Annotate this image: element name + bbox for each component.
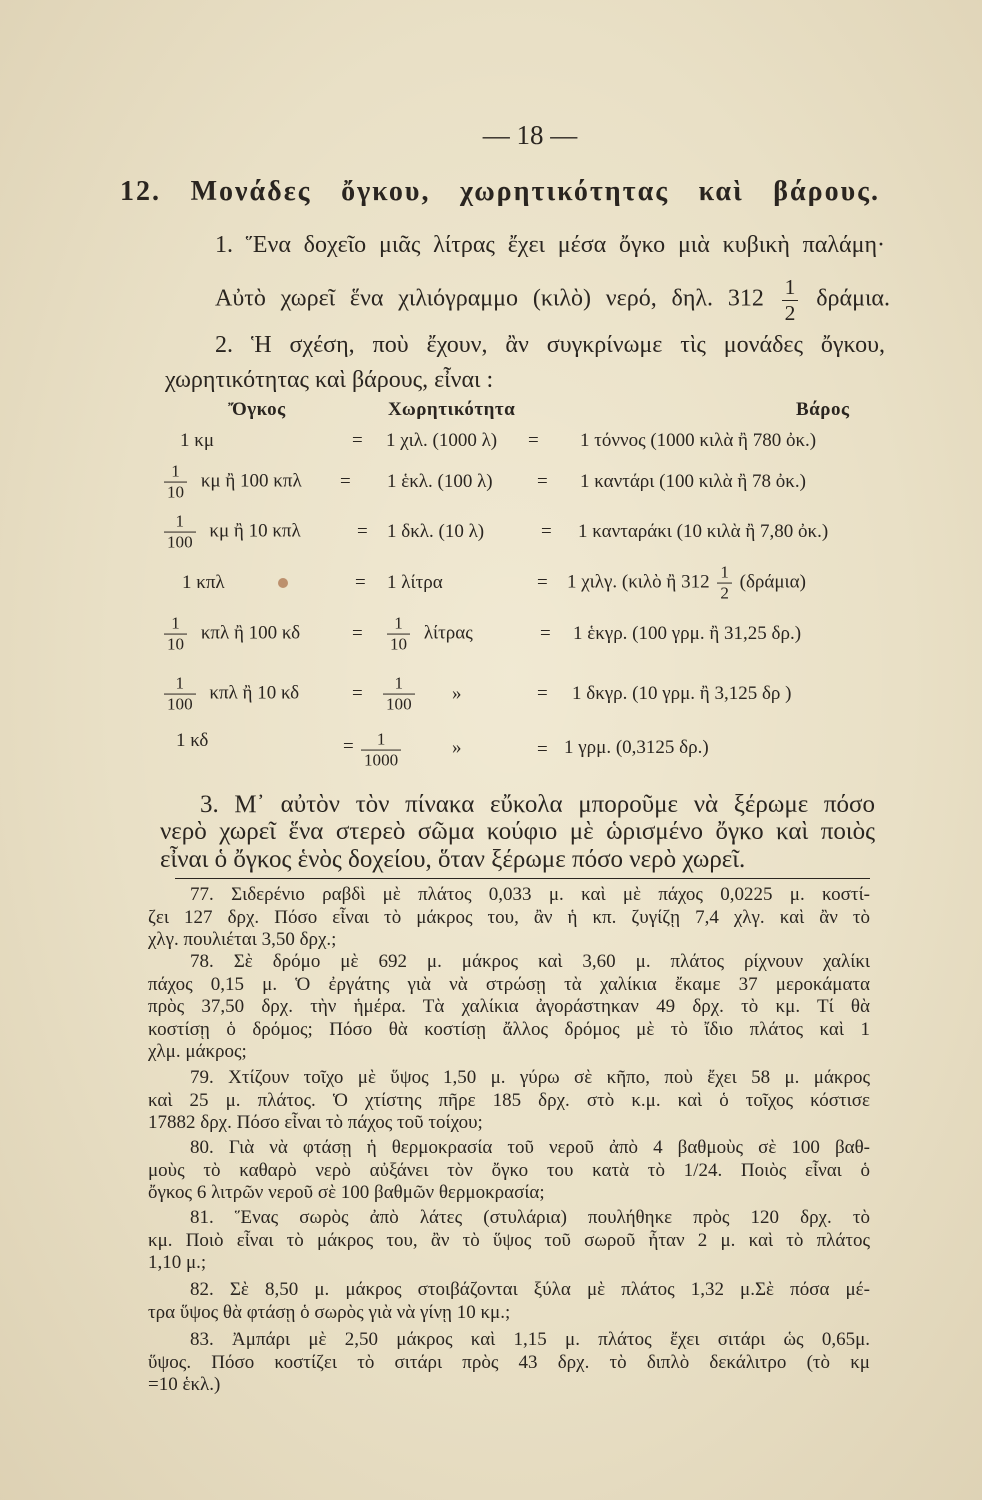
fraction: [164, 615, 187, 654]
table-row-5-capacity: [384, 615, 473, 654]
exercise-number: 79.: [190, 1067, 214, 1088]
fraction: [717, 564, 732, 603]
exercise-number: 82.: [190, 1279, 214, 1300]
equals-sign: =: [528, 430, 539, 451]
equals-sign: =: [357, 521, 368, 542]
exercise-number: 78.: [190, 951, 214, 972]
exercise-text: Ἕνας σωρὸς ἀπὸ λάτες (στυλάρια) πουλήθηκε πρὸς 120 δρχ. τὸ: [234, 1207, 871, 1228]
exercise-80: [148, 1137, 870, 1205]
equals-sign: =: [537, 683, 548, 704]
exercise-text: Σιδερένιο ραβδὶ μὲ πλάτος 0,033 μ. καὶ μὲ πάχος 0,0225 μ. κοστί-: [231, 884, 871, 905]
fraction-denominator: 10: [164, 634, 187, 654]
table-row-6-weight: 1 δκγρ. (10 γρμ. ἢ 3,125 δρ ): [572, 683, 792, 704]
exercise-line: 17882 δρχ. Πόσο εἶναι τὸ πάχος τοῦ τοίχου;: [148, 1112, 483, 1133]
exercise-number: 77.: [190, 884, 214, 905]
fraction-denominator: 100: [164, 694, 196, 714]
equals-sign: =: [537, 471, 548, 492]
table-row-5-volume: [161, 615, 300, 654]
exercise-line: [148, 1067, 870, 1090]
exercise-line: κοστίσῃ ὁ δρόμος; Πόσο θὰ κοστίσῃ ἄλλος δρόμος μὲ τὸ ἴδιο πλάτος καὶ 1: [148, 1018, 870, 1040]
exercise-text: Σὲ 8,50 μ. μάκρος στοιβάζονται ξύλα μὲ πλάτος 1,32 μ.Σὲ πόσα μέ-: [229, 1279, 870, 1300]
table-row-2-capacity: 1 ἑκλ. (100 λ): [387, 471, 493, 492]
fraction-numerator: 1: [171, 461, 180, 481]
exercise-text: Γιὰ νὰ φτάσῃ ἡ θερμοκρασία τοῦ νεροῦ ἀπὸ 4 βαθμοὺς σὲ 100 βαθ-: [228, 1137, 871, 1158]
table-row-2-volume: [161, 463, 302, 502]
ditto-mark: »: [452, 683, 462, 704]
page-number: — 18 —: [482, 120, 578, 150]
exercise-text: Σὲ δρόμο μὲ 692 μ. μάκρος καὶ 3,60 μ. πλάτος ρίχνουν χαλίκι: [233, 951, 871, 972]
fraction-denominator: 10: [164, 482, 187, 502]
exercise-line: ὄγκος 6 λιτρῶν νεροῦ σὲ 100 βαθμῶν θερμοκρασία;: [148, 1182, 545, 1203]
fraction-denominator: 1000: [361, 750, 401, 770]
equals-sign: =: [340, 471, 351, 492]
weight-text: (δράμια): [739, 571, 806, 593]
volume-unit: κπλ ἢ 10 κδ: [209, 682, 300, 704]
fraction: [387, 615, 410, 654]
equals-sign: =: [352, 430, 363, 451]
table-header-volume: Ὄγκος: [228, 399, 286, 420]
fraction: [782, 276, 799, 324]
volume-unit: κπλ ἢ 100 κδ: [200, 622, 301, 644]
fraction: [164, 675, 196, 714]
fraction-numerator: 1: [784, 275, 796, 299]
fraction-numerator: 1: [394, 673, 404, 693]
fraction-numerator: 1: [175, 511, 185, 531]
volume-unit: κμ ἢ 10 κπλ: [209, 520, 301, 542]
table-row-2-weight: 1 καντάρι (100 κιλὰ ἢ 78 ὀκ.): [580, 471, 806, 492]
section-heading: 12. Μονάδες ὄγκου, χωρητικότητας καὶ βάρους.: [120, 176, 880, 207]
equals-sign: =: [541, 521, 552, 542]
paragraph-3-line-1: 3. Μ᾿ αὐτὸν τὸν πίνακα εὔκολα μποροῦμε νὰ ξέρωμε πόσο: [200, 791, 875, 818]
fraction-denominator: 100: [383, 694, 415, 714]
exercise-78: [148, 951, 870, 1064]
fraction-numerator: 1: [720, 562, 729, 582]
equals-sign: =: [352, 683, 363, 704]
fraction: [164, 463, 187, 502]
exercise-line: πάχος 0,15 μ. Ὁ ἐργάτης γιὰ νὰ στρώσῃ τὰ χαλίκια ἔκαμε 37 μεροκάματα: [148, 973, 870, 995]
exercise-text: Χτίζουν τοῖχο μὲ ὕψος 1,50 μ. γύρω σὲ κῆπο, ποὺ ἔχει 58 μ. μάκρος: [228, 1067, 871, 1088]
paragraph-text: Αὐτὸ χωρεῖ ἕνα χιλιόγραμμο (κιλὸ) νερό, δηλ. 312: [215, 285, 764, 312]
exercise-line: καὶ 25 μ. πλάτος. Ὁ χτίστης πῆρε 185 δρχ. στὸ κ.μ. καὶ ὁ τοῖχος κόστισε: [148, 1089, 870, 1111]
exercise-line: ζει 127 δρχ. Πόσο εἶναι τὸ μάκρος του, ἂν ἡ κπ. ζυγίζῃ 7,4 χλγ. καὶ ἂν τὸ: [148, 906, 870, 928]
table-row-4-weight: [567, 564, 806, 603]
paragraph-3-line-2: νερὸ χωρεῖ ἕνα στερεὸ σῶμα κούφιο μὲ ὡρισμένο ὄγκο καὶ ποιὸς: [160, 818, 875, 845]
paragraph-1-line-1: 1. Ἕνα δοχεῖο μιᾶς λίτρας ἔχει μέσα ὄγκο μιὰ κυβικὴ παλάμη·: [215, 232, 885, 258]
table-row-4-capacity: 1 λίτρα: [387, 572, 443, 593]
exercise-line: 1,10 μ.;: [148, 1252, 207, 1273]
exercise-line: πρὸς 37,50 δρχ. τὴν ἡμέρα. Τὰ χαλίκια ἀγοράστηκαν 49 δρχ. τὸ κμ. Τί θὰ: [148, 996, 870, 1017]
exercise-line: [148, 1137, 870, 1160]
exercise-line: τρα ὕψος θὰ φτάσῃ ὁ σωρὸς γιὰ νὰ γίνῃ 10 κμ.;: [148, 1301, 511, 1323]
exercise-line: ὕψος. Πόσο κοστίζει τὸ σιτάρι πρὸς 43 δρχ. τὸ διπλὸ δεκάλιτρο (τὸ κμ: [148, 1351, 870, 1373]
exercise-line: χλμ. μάκρος;: [148, 1041, 247, 1062]
fraction: [383, 675, 415, 714]
exercise-83: [148, 1329, 870, 1397]
fraction: [361, 731, 401, 770]
table-row-1-capacity: 1 χιλ. (1000 λ): [386, 430, 498, 451]
ink-spot: [278, 578, 288, 588]
table-row-1-volume: 1 κμ: [180, 430, 215, 451]
exercise-82: [148, 1279, 870, 1324]
exercise-number: 83.: [190, 1329, 214, 1350]
exercise-line: [148, 951, 870, 974]
paragraph-2-line-2: χωρητικότητας καὶ βάρους, εἶναι :: [165, 367, 494, 393]
table-row-3-weight: 1 κανταράκι (10 κιλὰ ἢ 7,80 ὀκ.): [578, 521, 829, 542]
exercise-line: κμ. Ποιὸ εἶναι τὸ μάκρος του, ἂν τὸ ὕψος τοῦ σωροῦ ἦταν 2 μ. καὶ τὸ πλάτος: [148, 1229, 870, 1251]
fraction-denominator: 2: [782, 300, 799, 325]
divider-rule: [175, 878, 870, 879]
exercise-79: [148, 1067, 870, 1135]
fraction-numerator: 1: [394, 613, 403, 633]
table-row-7-weight: 1 γρμ. (0,3125 δρ.): [564, 737, 709, 758]
exercise-line: [148, 1329, 870, 1352]
table-row-6-capacity-fraction: [380, 675, 418, 714]
paragraph-text: δράμια.: [816, 285, 891, 312]
exercise-number: 80.: [190, 1137, 214, 1158]
exercise-number: 81.: [190, 1207, 214, 1228]
table-row-7-volume: 1 κδ: [176, 730, 209, 751]
equals-sign: =: [355, 572, 366, 593]
exercise-line: [148, 884, 870, 907]
exercise-line: [148, 1207, 870, 1230]
paragraph-1-line-2: [215, 276, 890, 324]
equals-sign: =: [352, 623, 363, 644]
equals-sign: =: [537, 739, 548, 760]
table-row-6-volume: [161, 675, 299, 714]
exercise-line: μοὺς τὸ καθαρὸ νερὸ αὐξάνει τὸν ὄγκο του κατὰ τὸ 1/24. Ποιὸς εἶναι ὁ: [148, 1159, 870, 1181]
ditto-mark: »: [452, 737, 462, 758]
table-row-4-volume: 1 κπλ: [182, 572, 225, 593]
fraction: [164, 513, 196, 552]
fraction-numerator: 1: [171, 613, 180, 633]
exercise-line: χλγ. πουλιέται 3,50 δρχ.;: [148, 929, 337, 950]
exercise-81: [148, 1207, 870, 1275]
fraction-numerator: 1: [376, 729, 386, 749]
exercise-line: [148, 1279, 870, 1302]
table-row-1-weight: 1 τόννος (1000 κιλὰ ἢ 780 ὀκ.): [580, 430, 817, 451]
equals-sign: =: [540, 623, 551, 644]
table-row-3-volume: [161, 513, 301, 552]
capacity-unit: λίτρας: [423, 622, 473, 644]
fraction-numerator: 1: [175, 673, 185, 693]
equals-sign: =: [343, 736, 354, 757]
exercise-line: =10 ἑκλ.): [148, 1374, 221, 1395]
paragraph-2-line-1: 2. Ἡ σχέση, ποὺ ἔχουν, ἂν συγκρίνωμε τὶς μονάδες ὄγκου,: [215, 332, 885, 358]
weight-text: 1 χιλγ. (κιλὸ ἢ 312: [567, 571, 710, 593]
fraction-denominator: 2: [717, 583, 732, 603]
fraction-denominator: 10: [387, 634, 410, 654]
table-header-weight: Βάρος: [796, 399, 850, 420]
equals-sign: =: [537, 572, 548, 593]
table-header-capacity: Χωρητικότητα: [388, 399, 516, 420]
table-row-5-weight: 1 ἑκγρ. (100 γρμ. ἢ 31,25 δρ.): [573, 623, 802, 644]
fraction-denominator: 100: [164, 532, 196, 552]
table-row-7-capacity-fraction: [358, 731, 404, 770]
exercise-text: Ἀμπάρι μὲ 2,50 μάκρος καὶ 1,15 μ. πλάτος ἔχει σιτάρι ὡς 0,65μ.: [232, 1329, 871, 1350]
paragraph-3-line-3: εἶναι ὁ ὄγκος ἑνὸς δοχείου, ὅταν ξέρωμε πόσο νερὸ χωρεῖ.: [160, 846, 746, 873]
table-row-3-capacity: 1 δκλ. (10 λ): [387, 521, 485, 542]
volume-unit: κμ ἢ 100 κπλ: [200, 470, 302, 492]
exercise-77: [148, 884, 870, 952]
